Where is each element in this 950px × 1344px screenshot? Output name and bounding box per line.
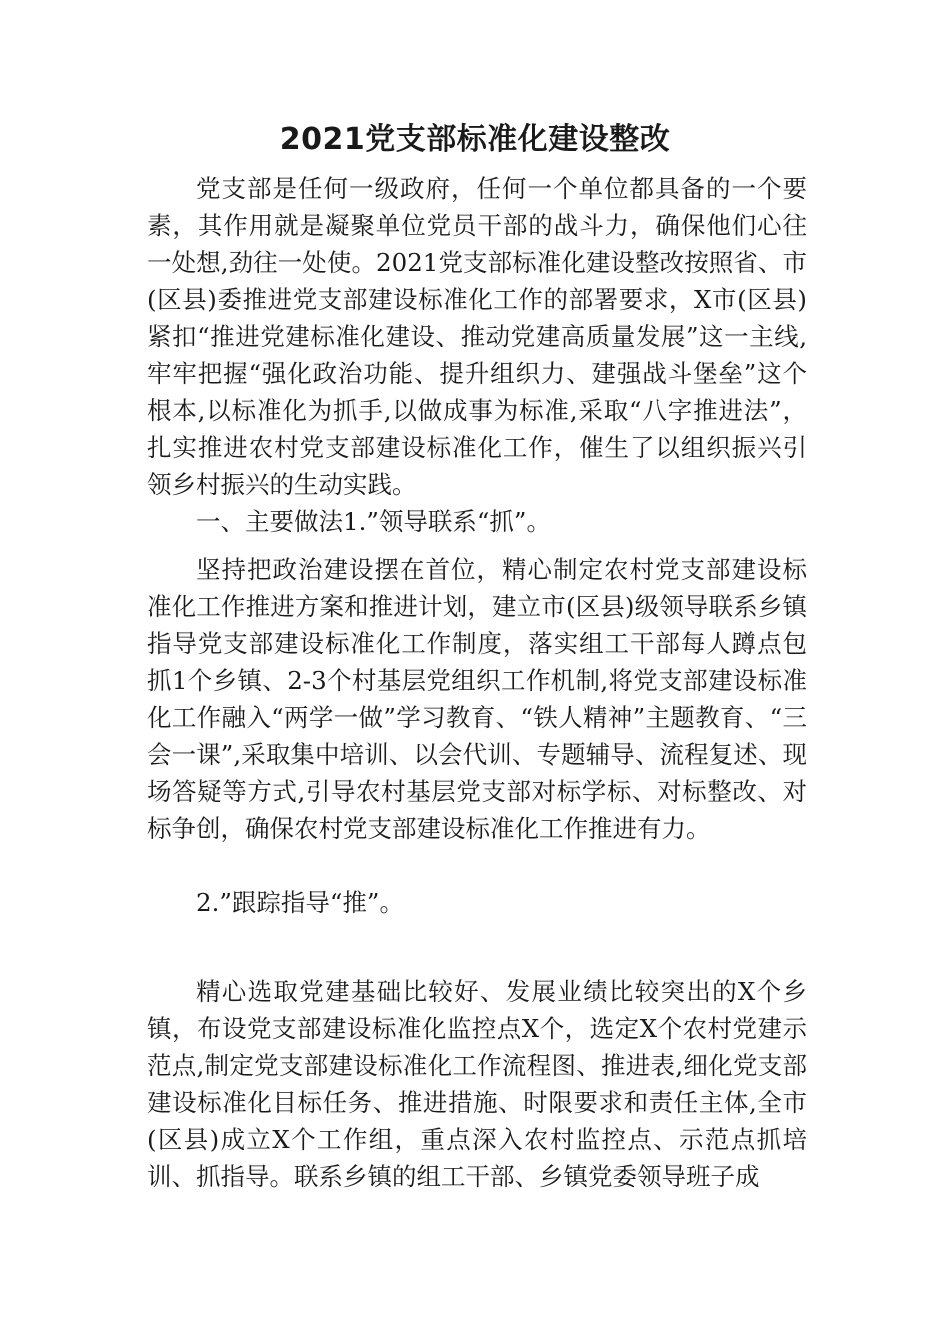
section-heading-2: 2.”跟踪指导“推”。 [196, 888, 404, 917]
paragraph-tracking-guidance: 精心选取党建基础比较好、发展业绩比较突出的X个乡镇，布设党支部建设标准化监控点X个，选定X个农村党建示范点,制定党支部建设标准化工作流程图、推进表,细化党支部建设标准化目标任务、推进措施、时限要求和责任主体,全市(区县)成立X个工作组，重点深入农村监控点、示范点抓培训、抓指导。联系乡镇的组工干部、乡镇党委领导班子成 [147, 977, 807, 1191]
section-heading-1: 一、主要做法1.”领导联系“抓”。 [196, 507, 551, 536]
document-title: 2021党支部标准化建设整改 [279, 122, 671, 157]
paragraph-leader-contact: 坚持把政治建设摆在首位，精心制定农村党支部建设标准化工作推进方案和推进计划，建立市(区县)级领导联系乡镇指导党支部建设标准化工作制度，落实组工干部每人蹲点包抓1个乡镇、2-3个村基层党组织工作机制,将党支部建设标准化工作融入“两学一做”学习教育、“铁人精神”主题教育、“三会一课”,采取集中培训、以会代训、专题辅导、流程复述、现场答疑等方式,引导农村基层党支部对标学标、对标整改、对标争创，确保农村党支部建设标准化工作推进有力。 [147, 555, 807, 843]
paragraph-intro: 党支部是任何一级政府，任何一个单位都具备的一个要素，其作用就是凝聚单位党员干部的战斗力，确保他们心往一处想,劲往一处使。2021党支部标准化建设整改按照省、市(区县)委推进党支部建设标准化工作的部署要求，X市(区县)紧扣“推进党建标准化建设、推动党建高质量发展”这一主线,牢牢把握“强化政治功能、提升组织力、建强战斗堡垒”这个根本,以标准化为抓手,以做成事为标准,采取“八字推进法”，扎实推进农村党支部建设标准化工作，催生了以组织振兴引领乡村振兴的生动实践。 [147, 174, 807, 499]
